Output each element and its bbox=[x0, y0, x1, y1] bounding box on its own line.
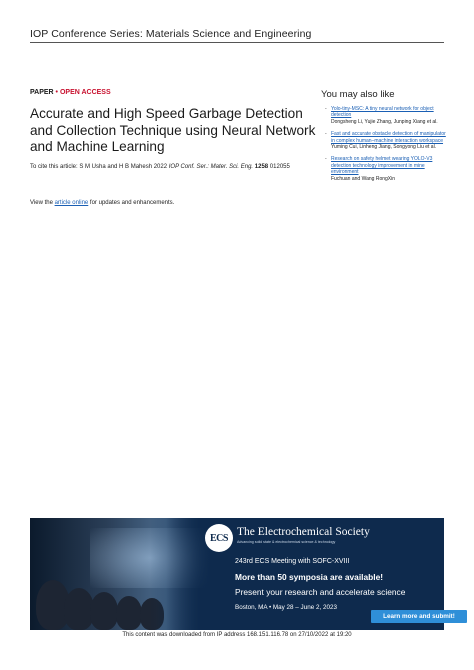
symposia-text: More than 50 symposia are available! bbox=[235, 572, 384, 582]
audience-silhouette bbox=[116, 596, 142, 630]
ecs-tagline: Advancing solid state & electrochemical science & technology bbox=[237, 540, 336, 544]
related-authors: Yuming Cui, Linheng Jiang, Songyong Liu et al. bbox=[331, 144, 437, 151]
related-item bbox=[325, 131, 449, 151]
citation-prefix: To cite this article: S M Usha and H B Mahesh 2022 bbox=[30, 164, 169, 170]
header-divider bbox=[30, 42, 444, 43]
view-online-text bbox=[30, 200, 174, 206]
related-link[interactable]: Fast and accurate obstacle detection of manipulator in complex human–machine interaction workspace bbox=[331, 131, 446, 144]
view-prefix: View the bbox=[30, 200, 55, 206]
bullet-icon: - bbox=[325, 131, 327, 138]
related-authors: Fuchuan and Wang RongXin bbox=[331, 175, 396, 182]
related-item bbox=[325, 106, 449, 125]
open-access-label: OPEN ACCESS bbox=[59, 89, 111, 96]
label-separator: • bbox=[53, 89, 60, 96]
related-authors: Dongsheng Li, Yujie Zhang, Junping Xiang et al. bbox=[331, 118, 438, 125]
bullet-icon: - bbox=[325, 156, 327, 163]
series-title: IOP Conference Series: Materials Science and Engineering bbox=[30, 28, 312, 40]
view-suffix: for updates and enhancements. bbox=[88, 200, 175, 206]
download-footer: This content was downloaded from IP address 168.151.116.78 on 27/10/2022 at 19:20 bbox=[122, 632, 352, 638]
bullet-icon: - bbox=[325, 106, 327, 112]
citation-article: 012055 bbox=[268, 164, 290, 170]
meeting-title: 243rd ECS Meeting with SOFC-XVIII bbox=[235, 558, 350, 565]
location-date: Boston, MA • May 28 – June 2, 2023 bbox=[235, 604, 337, 611]
article-label bbox=[30, 89, 111, 96]
present-text: Present your research and accelerate science bbox=[235, 587, 406, 597]
related-list bbox=[325, 106, 449, 188]
ecs-org-name: The Electrochemical Society bbox=[237, 526, 370, 538]
citation bbox=[30, 164, 330, 170]
related-link[interactable]: Yolo-tiny-MSC: A tiny neural network for object detection bbox=[331, 106, 434, 119]
paper-label: PAPER bbox=[30, 89, 54, 96]
learn-more-button[interactable]: Learn more and submit! bbox=[371, 610, 467, 623]
related-item bbox=[325, 156, 449, 182]
article-title: Accurate and High Speed Garbage Detection and Collection Technique using Neural Network and Machine Learning bbox=[30, 106, 316, 154]
banner-fade bbox=[150, 518, 210, 630]
citation-journal: IOP Conf. Ser.: Mater. Sci. Eng. bbox=[168, 164, 254, 170]
audience-silhouette bbox=[90, 592, 118, 630]
citation-volume: 1258 bbox=[254, 164, 269, 170]
related-heading: You may also like bbox=[321, 89, 395, 100]
ecs-advertisement-banner[interactable] bbox=[30, 518, 455, 630]
article-online-link[interactable]: article online bbox=[54, 200, 89, 206]
related-link[interactable]: Research on safety helmet wearing YOLO-V3 detection technology improvement in mine environment bbox=[331, 156, 433, 176]
ecs-logo: ECS bbox=[205, 524, 233, 552]
